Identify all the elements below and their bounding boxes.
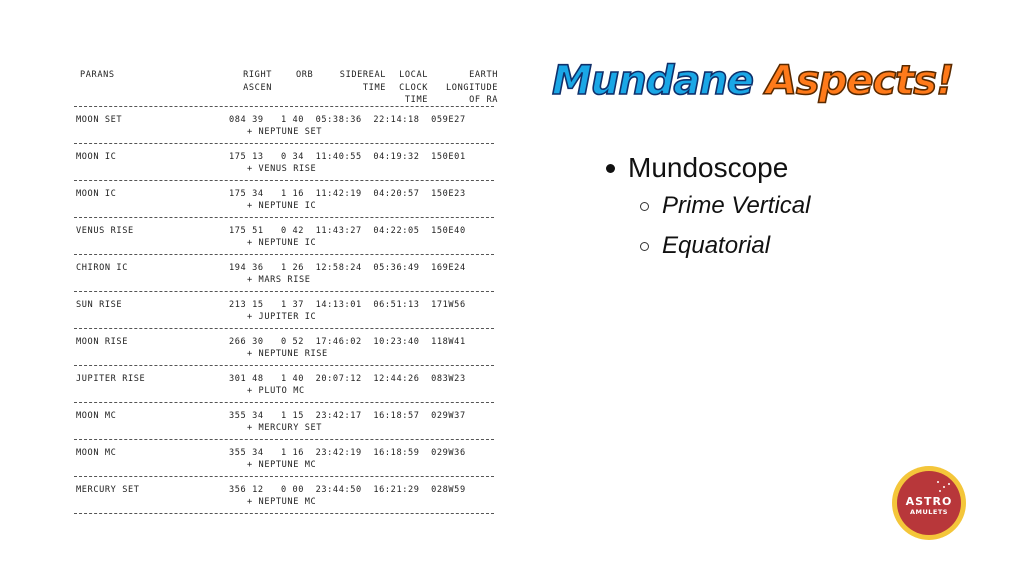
- planet-event: VENUS RISE: [76, 226, 134, 236]
- logo-text-astro: ASTRO: [905, 495, 953, 508]
- paran-values: 084 39 1 40 05:38:36 22:14:18 059E27: [229, 115, 466, 125]
- paran-values: 355 34 1 16 23:42:19 16:18:59 029W36: [229, 448, 466, 458]
- table-row: [74, 255, 498, 291]
- paran-partner: + NEPTUNE IC: [247, 201, 317, 211]
- paran-partner: + NEPTUNE MC: [247, 460, 317, 470]
- star-icon: [948, 483, 950, 485]
- title-word-mundane: Mundane: [552, 58, 753, 104]
- table-row: [74, 366, 498, 402]
- paran-values: 356 12 0 00 23:44:50 16:21:29 028W59: [229, 485, 466, 495]
- paran-values: 175 13 0 34 11:40:55 04:19:32 150E01: [229, 152, 466, 162]
- table-row: [74, 403, 498, 439]
- planet-event: MOON RISE: [76, 337, 128, 347]
- bullet-mundoscope: Mundoscope: [606, 150, 810, 186]
- planet-event: MOON SET: [76, 115, 123, 125]
- table-row: [74, 218, 498, 254]
- logo-text-amulets: AMULETS: [910, 508, 948, 516]
- header-sidereal-time: SIDEREAL TIME: [339, 70, 386, 93]
- parans-table: [74, 66, 498, 514]
- planet-event: SUN RISE: [76, 300, 123, 310]
- planet-event: MOON IC: [76, 152, 117, 162]
- slide-title: [552, 58, 953, 104]
- paran-values: 175 51 0 42 11:43:27 04:22:05 150E40: [229, 226, 466, 236]
- header-parans: PARANS: [80, 70, 115, 80]
- header-orb: ORB: [296, 70, 314, 80]
- bullet-prime-vertical: Prime Vertical: [640, 186, 810, 226]
- paran-partner: + VENUS RISE: [247, 164, 317, 174]
- planet-event: CHIRON IC: [76, 263, 128, 273]
- header-local-clock-time: LOCAL CLOCK TIME: [399, 70, 428, 105]
- star-icon: [937, 481, 939, 483]
- table-row: [74, 292, 498, 328]
- header-earth-longitude: EARTH LONGITUDE OF RA: [446, 70, 498, 105]
- paran-partner: + PLUTO MC: [247, 386, 305, 396]
- paran-partner: + JUPITER IC: [247, 312, 317, 322]
- table-row: [74, 329, 498, 365]
- paran-values: 301 48 1 40 20:07:12 12:44:26 083W23: [229, 374, 466, 384]
- row-divider: [74, 513, 494, 514]
- paran-partner: + NEPTUNE MC: [247, 497, 317, 507]
- astro-amulets-logo: [892, 466, 966, 540]
- paran-values: 355 34 1 15 23:42:17 16:18:57 029W37: [229, 411, 466, 421]
- paran-partner: + MERCURY SET: [247, 423, 323, 433]
- table-row: [74, 477, 498, 513]
- paran-partner: + NEPTUNE SET: [247, 127, 323, 137]
- bullet-list: [606, 150, 810, 266]
- paran-partner: + NEPTUNE RISE: [247, 349, 328, 359]
- table-row: [74, 440, 498, 476]
- paran-values: 213 15 1 37 14:13:01 06:51:13 171W56: [229, 300, 466, 310]
- paran-values: 194 36 1 26 12:58:24 05:36:49 169E24: [229, 263, 466, 273]
- planet-event: MERCURY SET: [76, 485, 140, 495]
- planet-event: MOON IC: [76, 189, 117, 199]
- table-header: [74, 66, 498, 106]
- paran-values: 266 30 0 52 17:46:02 10:23:40 118W41: [229, 337, 466, 347]
- paran-values: 175 34 1 16 11:42:19 04:20:57 150E23: [229, 189, 466, 199]
- bullet-equatorial: Equatorial: [640, 226, 810, 266]
- title-word-aspects: Aspects!: [765, 58, 954, 104]
- table-row: [74, 181, 498, 217]
- planet-event: MOON MC: [76, 411, 117, 421]
- header-right-ascen: RIGHT ASCEN: [243, 70, 272, 93]
- table-row: [74, 107, 498, 143]
- table-row: [74, 144, 498, 180]
- star-icon: [943, 486, 945, 488]
- planet-event: JUPITER RISE: [76, 374, 146, 384]
- paran-partner: + NEPTUNE IC: [247, 238, 317, 248]
- paran-partner: + MARS RISE: [247, 275, 311, 285]
- star-icon: [939, 490, 941, 492]
- planet-event: MOON MC: [76, 448, 117, 458]
